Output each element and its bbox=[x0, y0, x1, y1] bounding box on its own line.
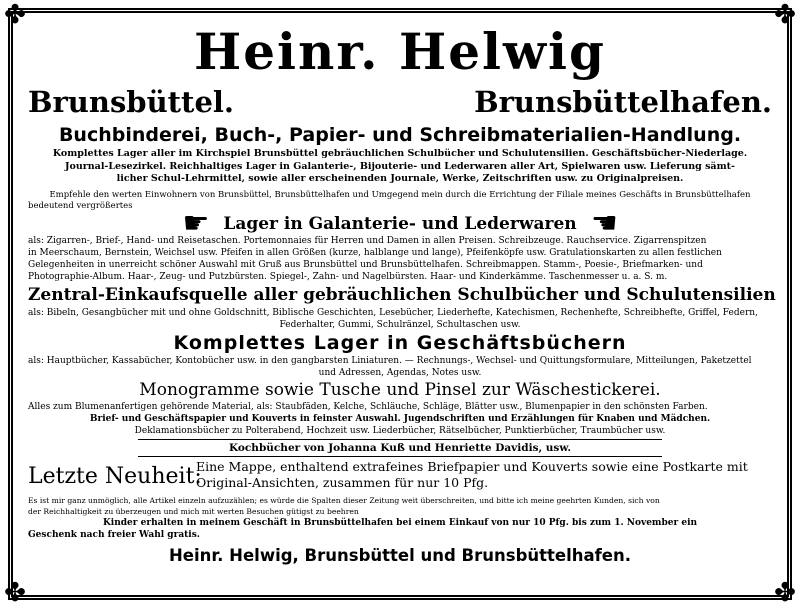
section-line: Brief- und Geschäftspapier und Kouverts in feinster Auswahl. Jugendschriften und Erzählungen für Knaben und Mädchen. bbox=[89, 413, 711, 424]
notice-block bbox=[28, 495, 772, 517]
section-line: Gelegenheiten in unerreicht schöner Auswahl mit Gruß aus Brunsbüttel und Brunsbüttelhafen. Schreibmappen. Stamm-, Poesie-, Briefmarken- und bbox=[28, 259, 703, 270]
pointing-hand-icon: ☛ bbox=[590, 205, 618, 241]
ornament-corner-icon: ✤ bbox=[4, 0, 26, 30]
section-heading: Zentral-Einkaufsquelle aller gebräuchlichen Schulbücher und Schulutensilien bbox=[28, 284, 776, 305]
section-line: Deklamationsbücher zu Polterabend, Hochzeit usw. Liederbücher, Rätselbücher, Punktierbücher, Traumbücher usw. bbox=[134, 425, 666, 436]
gift-block bbox=[28, 517, 772, 541]
section-line: und Adressen, Agendas, Notes usw. bbox=[318, 367, 482, 378]
section-line: als: Zigarren-, Brief-, Hand- und Reisetaschen. Portemonnaies für Herren und Damen in allen Preisen. Schreibzeuge. Rauchservice. Zigarrenspitzen bbox=[28, 235, 707, 246]
section-schulbuecher-body bbox=[28, 307, 772, 331]
section-geschaeftsbuecher-body bbox=[28, 355, 772, 379]
recommend-line: Empfehle den werten Einwohnern von Brunsbüttel, Brunsbüttelhafen und Umgegend mein durch die Errichtung der Filiale meines Geschäfts in Brunsbüttelhafen bbox=[49, 189, 751, 200]
intro-line: Komplettes Lager aller im Kirchspiel Brunsbüttel gebräuchlichen Schulbücher und Schulutensilien. Geschäftsbücher-Niederlage. bbox=[52, 148, 748, 159]
novelty-label: Letzte Neuheit: bbox=[28, 464, 202, 489]
cookbooks-line: Kochbücher von Johanna Kuß und Henriette Davidis, usw. bbox=[229, 441, 571, 454]
town-row bbox=[28, 82, 772, 122]
gift-line: Kinder erhalten in meinem Geschäft in Brunsbüttelhafen bei einem Einkauf von nur 10 Pfg. bis zum 1. November ein bbox=[102, 518, 698, 528]
intro-block bbox=[28, 148, 772, 186]
footer-signature: Heinr. Helwig, Brunsbüttel und Brunsbüttelhafen. bbox=[168, 546, 632, 565]
novelty-text bbox=[196, 459, 748, 491]
business-subtitle: Buchbinderei, Buch-, Papier- und Schreibmaterialien-Handlung. bbox=[58, 124, 742, 146]
novelty-line: Original-Ansichten, zusammen für nur 10 Pfg. bbox=[196, 475, 489, 490]
section-line: als: Bibeln, Gesangbücher mit und ohne Goldschnitt, Biblische Geschichten, Lesebücher, Liederhefte, Katechismen, Rechenhefte, Schreibhefte, Griffel, Federn, bbox=[28, 307, 758, 318]
notice-line: der Reichhaltigkeit zu überzeugen und mich mit werten Besuchen gütigst zu beehren bbox=[28, 507, 359, 516]
divider bbox=[138, 439, 662, 440]
novelty-block bbox=[28, 459, 772, 495]
section-heading: Komplettes Lager in Geschäftsbüchern bbox=[173, 331, 627, 354]
section-galanterie-body bbox=[28, 235, 772, 283]
town-right: Brunsbüttelhafen. bbox=[474, 85, 772, 119]
pointing-hand-icon: ☛ bbox=[182, 205, 210, 241]
section-line: in Meerschaum, Bernstein, Weichsel usw. Pfeifen in allen Größen (kurze, halblange und lange), Pfeifenköpfe usw. Gratulationskarten zu allen festlichen bbox=[28, 247, 722, 258]
ornament-corner-icon: ✤ bbox=[4, 578, 26, 608]
section-line: Photographie-Album. Haar-, Zeug- und Putzbürsten. Spiegel-, Zahn- und Nagelbürsten. Haar- und Kinderkämme. Taschenmesser u. a. S. m. bbox=[28, 271, 668, 282]
ornament-corner-icon: ✤ bbox=[774, 578, 796, 608]
section-line: als: Hauptbücher, Kassabücher, Kontobücher usw. in den gangbarsten Liniaturen. — Rechnungs-, Wechsel- und Quittungsformulare, Mitteilungen, Paketzettel bbox=[28, 355, 752, 366]
section-line: Federhalter, Gummi, Schulränzel, Schultaschen usw. bbox=[279, 319, 521, 330]
recommend-line: bedeutend vergrößertes bbox=[28, 201, 133, 211]
divider bbox=[138, 456, 662, 457]
ornament-corner-icon: ✤ bbox=[774, 0, 796, 30]
ad-content bbox=[28, 22, 776, 567]
novelty-line: Eine Mappe, enthaltend extrafeines Briefpapier und Kouverts sowie eine Postkarte mit bbox=[196, 459, 748, 474]
section-heading: Lager in Galanterie- und Lederwaren bbox=[223, 213, 577, 234]
gift-line: Geschenk nach freier Wahl gratis. bbox=[28, 530, 200, 540]
section-heading: Monogramme sowie Tusche und Pinsel zur Wäschestickerei. bbox=[139, 379, 661, 400]
section-monogramme-body bbox=[28, 401, 772, 437]
intro-line: Journal-Lesezirkel. Reichhaltiges Lager in Galanterie-, Bijouterie- und Lederwaren aller Art, Spielwaren usw. Lieferung sämt- bbox=[65, 160, 735, 172]
intro-line: licher Schul-Lehrmittel, sowie aller erscheinenden Journale, Werke, Zeitschriften usw. zu Originalpreisen. bbox=[116, 173, 684, 184]
town-left: Brunsbüttel. bbox=[28, 85, 235, 119]
recommend-block bbox=[28, 190, 772, 213]
notice-line: Es ist mir ganz unmöglich, alle Artikel einzeln aufzuzählen; es würde die Spalten dieser Zeitung weit überschreiten, und bitte ich meine geehrten Kunden, sich von bbox=[28, 496, 660, 505]
section-line: Alles zum Blumenanfertigen gehörende Material, als: Staubfäden, Kelche, Schläuche, Schläge, Blätter usw., Blumenpapier in den schönsten Farben. bbox=[28, 401, 708, 412]
business-name: Heinr. Helwig bbox=[193, 22, 606, 81]
